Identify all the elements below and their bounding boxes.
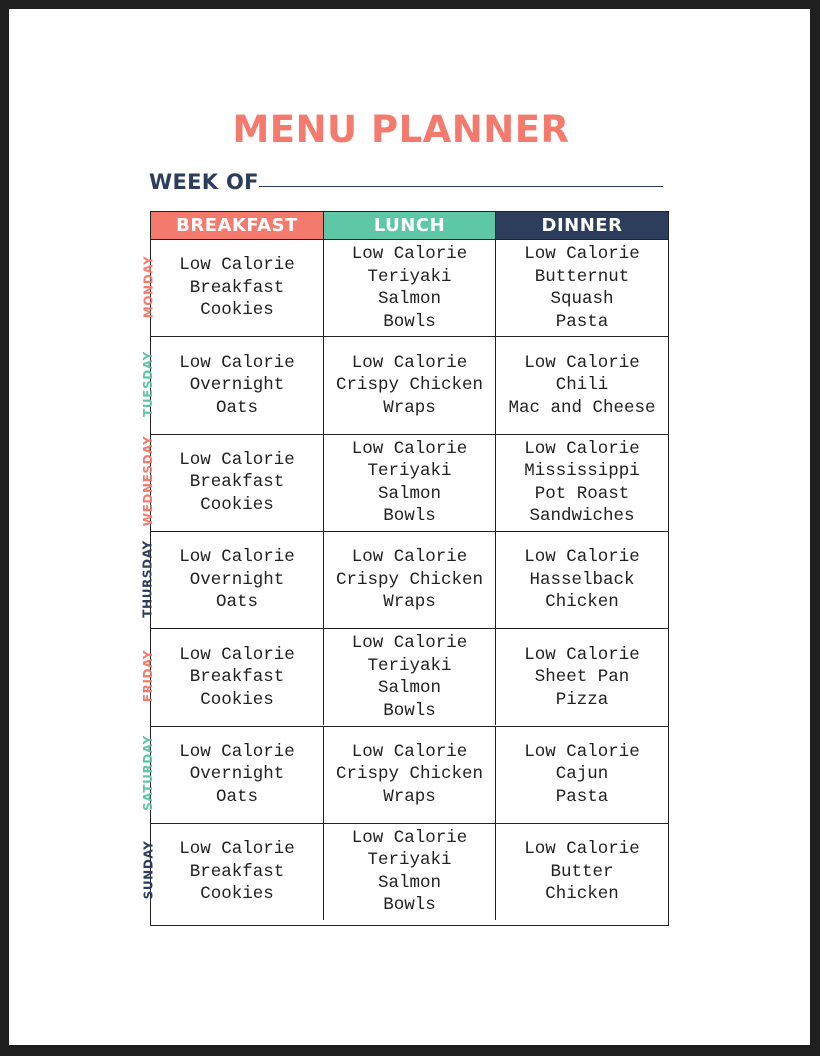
day-label-wednesday	[122, 433, 174, 530]
day-row	[151, 531, 668, 628]
lunch-cell: Low Calorie Teriyaki Salmon Bowls	[324, 824, 496, 920]
lunch-cell: Low Calorie Teriyaki Salmon Bowls	[324, 240, 496, 336]
lunch-cell: Low Calorie Teriyaki Salmon Bowls	[324, 629, 496, 725]
dinner-cell: Low Calorie Hasselback Chicken	[524, 547, 640, 613]
header-dinner: DINNER	[496, 212, 668, 239]
day-row	[151, 336, 668, 433]
menu-grid	[150, 211, 669, 926]
breakfast-cell: Low Calorie Overnight Oats	[151, 337, 324, 433]
day-row	[151, 726, 668, 823]
dinner-cell: Low Calorie Chili Mac and Cheese	[508, 352, 656, 418]
day-label-monday	[122, 238, 174, 335]
header-row	[151, 212, 668, 239]
day-label-text: MONDAY	[141, 255, 156, 318]
header-lunch: LUNCH	[324, 212, 496, 239]
dinner-cell: Low Calorie Mississippi Pot Roast Sandwiches	[524, 438, 640, 527]
day-label-text: WEDNESDAY	[141, 436, 155, 527]
dinner-cell: Low Calorie Sheet Pan Pizza	[524, 644, 640, 710]
day-label-thursday	[122, 530, 174, 627]
breakfast-cell: Low Calorie Breakfast Cookies	[151, 629, 324, 725]
day-row	[151, 823, 668, 920]
dinner-cell: Low Calorie Butter Chicken	[524, 839, 640, 905]
day-label-text: SUNDAY	[141, 841, 156, 900]
day-row	[151, 434, 668, 531]
day-label-text: TUESDAY	[141, 351, 156, 417]
day-label-saturday	[122, 725, 174, 822]
lunch-cell: Low Calorie Teriyaki Salmon Bowls	[324, 435, 496, 531]
day-row	[151, 628, 668, 725]
week-of-label: WEEK OF	[149, 170, 259, 194]
day-label-friday	[122, 627, 174, 724]
header-breakfast: BREAKFAST	[151, 212, 324, 239]
lunch-cell: Low Calorie Crispy Chicken Wraps	[324, 532, 496, 628]
dinner-cell: Low Calorie Cajun Pasta	[524, 741, 640, 807]
breakfast-cell: Low Calorie Overnight Oats	[151, 532, 324, 628]
week-of-blank-line	[259, 186, 663, 187]
page-title: MENU PLANNER	[232, 108, 570, 151]
lunch-cell: Low Calorie Crispy Chicken Wraps	[324, 727, 496, 823]
lunch-cell: Low Calorie Crispy Chicken Wraps	[324, 337, 496, 433]
day-row	[151, 239, 668, 336]
day-label-sunday	[122, 822, 174, 919]
dinner-cell: Low Calorie Butternut Squash Pasta	[524, 244, 640, 332]
day-label-text: SATURDAY	[141, 735, 156, 812]
breakfast-cell: Low Calorie Overnight Oats	[151, 727, 324, 823]
breakfast-cell: Low Calorie Breakfast Cookies	[151, 824, 324, 920]
breakfast-cell: Low Calorie Breakfast Cookies	[151, 435, 324, 531]
day-label-tuesday	[122, 335, 174, 432]
day-label-text: FRIDAY	[141, 649, 156, 702]
day-label-text: THURSDAY	[141, 539, 156, 618]
breakfast-cell: Low Calorie Breakfast Cookies	[151, 240, 324, 336]
